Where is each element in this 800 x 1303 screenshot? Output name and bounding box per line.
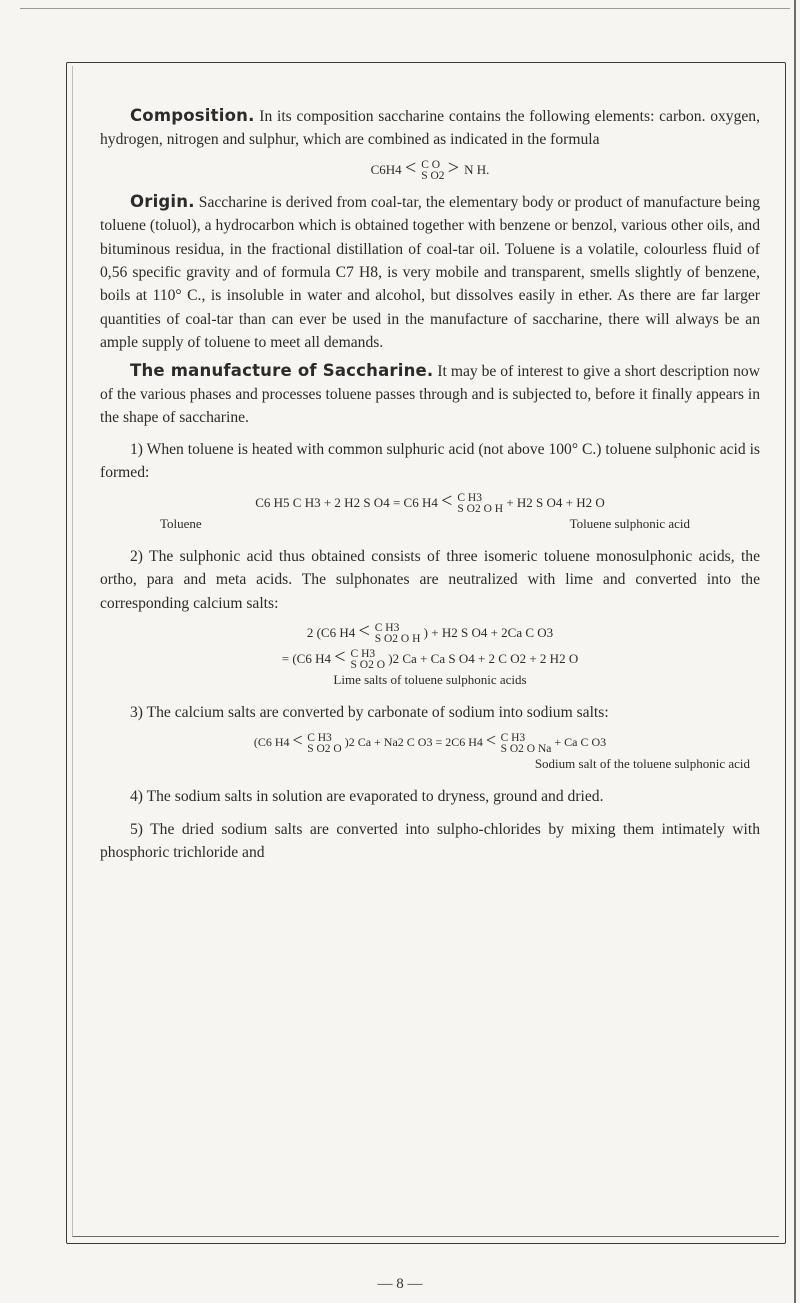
step-1-eq-left: C6 H5 C H3 + 2 H2 S O4 = C6 H4 [255, 494, 438, 510]
step-2-equation-2: = (C6 H4 < C H3 S O2 O )2 Ca + Ca S O4 + 2 C O2 + 2 H2 O [281, 645, 579, 671]
step-2-eq1-top: C H3 [374, 621, 400, 634]
step-2-eq2-right: )2 Ca + Ca S O4 + 2 C O2 + 2 H2 O [388, 650, 579, 666]
step-1-eq-top: C H3 [457, 491, 482, 504]
manufacture-text: It may be of interest to give a short description now of the various phases and processes toluene passes through and is subjected to, before it finally appears in the shape of saccharine. [100, 362, 760, 427]
origin-paragraph [100, 190, 760, 355]
manufacture-paragraph [100, 359, 760, 430]
step-2-eq1-bottom: S O2 O H [374, 632, 421, 645]
step-2-eq2-bottom: S O2 O [350, 658, 386, 671]
step-3-eq-mid: )2 Ca + Na2 C O3 = 2C6 H4 [344, 735, 483, 750]
step-3-caption: Sodium salt of the toluene sulphonic acid [534, 755, 750, 771]
step-2-eq1-left: 2 (C6 H4 [306, 624, 356, 640]
formula-bottom: S O2 [421, 169, 445, 182]
step-3-eq-right: + Ca C O3 [554, 735, 607, 750]
formula-stack [421, 160, 444, 182]
step-3-stack-1 [307, 733, 342, 755]
step-3-eq-top-2: C H3 [500, 731, 526, 744]
manufacture-heading: The manufacture of Saccharine. [130, 360, 434, 380]
step-3-eq-bottom: S O2 O [307, 742, 342, 755]
step-3-stack-2 [501, 733, 552, 755]
step-2-eq2-left: = (C6 H4 [281, 650, 331, 666]
composition-paragraph [100, 104, 760, 152]
step-1-equation: C6 H5 C H3 + 2 H2 S O4 = C6 H4 < C H3 S O2 O H + H2 S O4 + H2 O [255, 489, 605, 515]
step-3-text: 3) The calcium salts are converted by carbonate of sodium into sodium salts: [130, 703, 609, 721]
step-3-eq-top: C H3 [307, 731, 332, 744]
formula-right: N H. [464, 161, 490, 177]
step-1-caption-left: Toluene [160, 515, 202, 531]
step-1-eq-bottom: S O2 O H [457, 502, 504, 515]
step-2-eq2-stack [351, 649, 386, 671]
composition-text: In its composition saccharine contains the following elements: carbon. oxygen, hydrogen, nitrogen and sulphur, which are combined as indicated in the formula [100, 108, 760, 149]
page-edge-right [794, 0, 796, 1303]
formula-left: C6H4 [370, 161, 402, 177]
step-3-equation: (C6 H4 < C H3 S O2 O )2 Ca + Na2 C O3 = 2C6 H4 < C H3 S O2 O Na + Ca C O3 [253, 730, 607, 755]
step-3-eq-bottom-2: S O2 O Na [500, 742, 552, 755]
step-1-captions [100, 515, 760, 533]
step-1-stack [457, 493, 503, 515]
page-edge-top [20, 8, 790, 9]
saccharine-formula: C6H4 < C O S O2 > N H. [370, 156, 490, 182]
step-2-text: 2) The sulphonic acid thus obtained consists of three isomeric toluene monosulphonic acids, the ortho, para and meta acids. The sulphonates are neutralized with lime and converted into the corresponding calcium salts: [100, 547, 760, 612]
step-2-caption: Lime salts of toluene sulphonic acids [333, 671, 527, 687]
step-4-text: 4) The sodium salts in solution are evaporated to dryness, ground and dried. [130, 787, 604, 805]
origin-heading: Origin. [130, 191, 195, 211]
page-number: — 8 — [377, 1276, 423, 1292]
formula-top: C O [421, 158, 441, 171]
step-2-eq2-top: C H3 [350, 647, 376, 660]
step-2-eq1-right: ) + H2 S O4 + 2Ca C O3 [423, 624, 554, 640]
step-5-text: 5) The dried sodium salts are converted into sulpho-chlorides by mixing them intimately with phosphoric trichloride and [100, 821, 760, 862]
step-1-eq-right: + H2 S O4 + H2 O [506, 494, 605, 510]
origin-text: Saccharine is derived from coal-tar, the elementary body or product of manufacture being toluene (toluol), a hydrocarbon which is obtained together with benzene or benzol, various other oils, and bituminous residua, in the fractional distillation of coal-tar oil. Toluene is a volatile, colourless fluid of 0,56 specific gravity and of formula C7 H8, is very mobile and transparent, smells slightly of benzene, boils at 110° C., is insoluble in water and alcohol, but dissolves easily in ether. As there are far larger quantities of coal-tar than can ever be used in the manufacture of saccharine, there will always be an ample supply of toluene to meet all demands. [100, 193, 760, 352]
step-2-equation-1: 2 (C6 H4 < C H3 S O2 O H ) + H2 S O4 + 2Ca C O3 [306, 619, 554, 645]
composition-heading: Composition. [130, 106, 255, 125]
step-2-eq1-stack [375, 623, 421, 645]
step-3-eq-left: (C6 H4 [253, 735, 290, 750]
step-1-text: 1) When toluene is heated with common sulphuric acid (not above 100° C.) toluene sulphonic acid is formed: [100, 440, 760, 482]
page-content [100, 104, 760, 865]
step-1-caption-right: Toluene sulphonic acid [569, 515, 690, 531]
